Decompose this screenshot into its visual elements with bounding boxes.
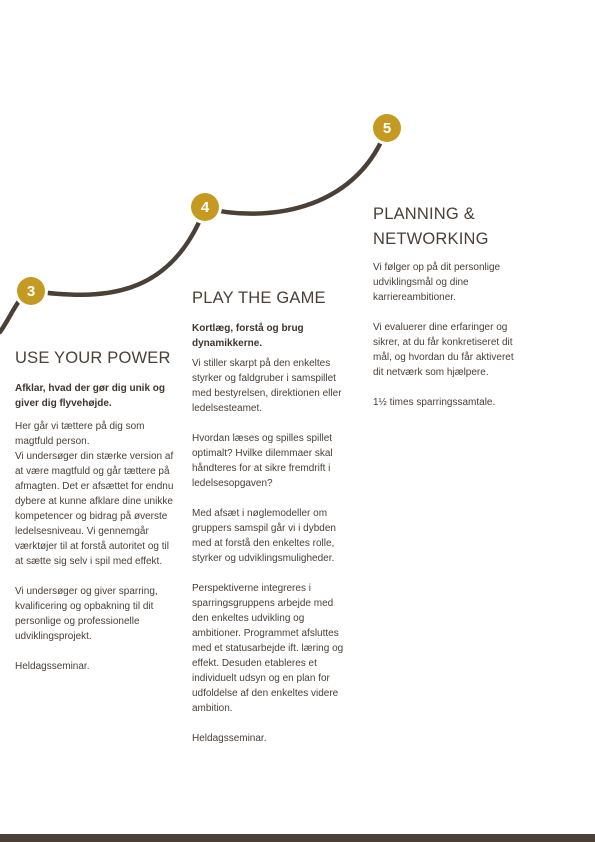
step-3-column — [15, 346, 175, 674]
step-4-title: PLAY THE GAME — [192, 289, 326, 307]
step-3-title: USE YOUR POWER — [15, 349, 171, 367]
step-4-body: Vi stiller skarpt på den enkeltes styrker og faldgruber i samspillet med bestyrelsen, direktionen eller ledelsesteamet. Hvordan læses og spilles spillet optimalt? Hvilke dilemmaer skal håndteres for at sikre fremdrift i ledelsesopgaven? Med afsæt i nøglemodeller om gruppers samspil går vi i dybden med at forstå den enkeltes rolle, styrker og udviklingsmuligheder. Perspektiverne integreres i sparringsgruppens arbejde med den enkeltes udvikling og ambitioner. Programmet afsluttes med et statusarbejde ift. læring og effekt. Desuden etableres et individuelt udsyn og en plan for udfoldelse af den enkeltes videre ambition. Heldagsseminar. — [192, 358, 344, 744]
step-4-badge: 4 — [191, 193, 219, 221]
step-5-body: Vi følger op på dit personlige udviklingsmål og dine karriereambitioner. Vi evaluerer dine erfaringer og sikrer, at du får konkretiseret dit mål, og hvordan du får aktiveret dit netværk som hjælpere. 1½ times sparringssamtale. — [373, 262, 514, 408]
step-3-badge: 3 — [17, 277, 45, 305]
step-3-lead: Afklar, hvad der gør dig unik og giver dig flyvehøjde. — [15, 383, 166, 409]
step-5-badge: 5 — [373, 114, 401, 142]
step-4-lead: Kortlæg, forstå og brug dynamikkerne. — [192, 323, 304, 349]
footer-bar — [0, 834, 595, 842]
step-5-title: PLANNING & NETWORKING — [373, 205, 489, 248]
step-5-column — [373, 202, 523, 410]
step-4-column — [192, 286, 352, 746]
step-3-body: Her går vi tættere på dig som magtfuld person. Vi undersøger din stærke version af at være magtfuld og går tættere på afmagten. Det er afsættet for endnu dybere at kunne afklare dine unikke kompetencer og bidrag på øverste ledelsesniveau. Vi gennemgår værktøjer til at forstå autoritet og til at sætte sig selv i spil med effekt. Vi undersøger og giver sparring, kvalificering og opbakning til dit personlige og professionelle udviklingsprojekt. Heldagsseminar. — [15, 421, 174, 672]
